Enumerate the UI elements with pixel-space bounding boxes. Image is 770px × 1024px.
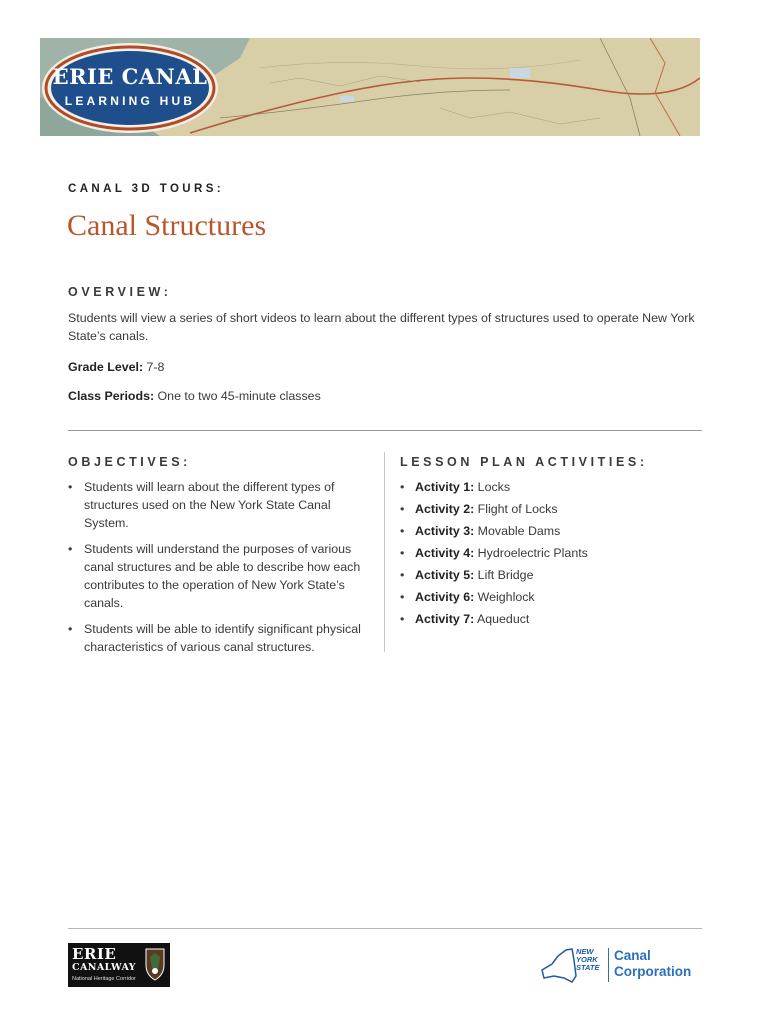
overview-text: Students will view a series of short videos to learn about the different types of structures used to operate New York State’s canals. xyxy=(68,311,695,343)
activity-label: Activity 5: xyxy=(415,568,475,582)
canal-wordmark-line2: Corporation xyxy=(614,964,692,979)
nys-wordmark-line2: YORK xyxy=(576,955,598,964)
logo-separator xyxy=(608,948,609,982)
class-periods-label: Class Periods: xyxy=(68,389,155,403)
erie-canalway-logo-line3: National Heritage Corridor xyxy=(72,976,136,982)
activities-heading: LESSON PLAN ACTIVITIES: xyxy=(400,455,648,469)
nys-wordmark-line1: NEW xyxy=(576,947,594,956)
badge-title: ERIE CANAL xyxy=(52,64,208,89)
list-item xyxy=(400,608,700,630)
nys-wordmark xyxy=(576,948,599,972)
erie-canal-learning-hub-logo xyxy=(40,38,220,136)
list-item: • Students will understand the purposes of various canal structures and be able to describe how each contributes to the operation of New York State’s canals. xyxy=(68,540,374,612)
activity-name: Aqueduct xyxy=(476,612,530,626)
grade-level-label: Grade Level: xyxy=(68,360,144,374)
nys-map-icon xyxy=(538,946,580,986)
activity-name: Weighlock xyxy=(477,590,535,604)
arrowhead-shield-icon xyxy=(144,947,166,981)
activity-label: Activity 7: xyxy=(415,612,475,626)
list-item xyxy=(400,586,700,608)
nys-wordmark-line3: STATE xyxy=(576,963,600,972)
class-periods xyxy=(68,389,321,403)
erie-canalway-logo xyxy=(68,943,170,987)
activity-name: Flight of Locks xyxy=(477,502,558,516)
activity-label: Activity 4: xyxy=(415,546,475,560)
erie-canalway-logo-line1: ERIE xyxy=(72,945,117,963)
eyebrow-label: CANAL 3D TOURS: xyxy=(68,183,224,195)
activity-label: Activity 2: xyxy=(415,502,475,516)
erie-canalway-logo-line2: CANALWAY xyxy=(72,962,136,973)
badge-subtitle: LEARNING HUB xyxy=(64,94,196,108)
activity-name: Movable Dams xyxy=(477,524,561,538)
list-item: • Students will learn about the different types of structures used on the New York State Canal System. xyxy=(68,478,374,532)
section-divider xyxy=(68,430,702,431)
list-item xyxy=(400,564,700,586)
objectives-list xyxy=(68,478,374,664)
list-item xyxy=(400,542,700,564)
column-divider xyxy=(384,452,385,652)
list-item xyxy=(400,476,700,498)
activity-name: Lift Bridge xyxy=(477,568,534,582)
activity-label: Activity 6: xyxy=(415,590,475,604)
list-item xyxy=(400,520,700,542)
objectives-heading: OBJECTIVES: xyxy=(68,455,191,469)
grade-level xyxy=(68,360,164,374)
activity-name: Hydroelectric Plants xyxy=(477,546,588,560)
canal-wordmark-line1: Canal xyxy=(614,948,651,963)
activity-label: Activity 3: xyxy=(415,524,475,538)
activity-name: Locks xyxy=(477,480,511,494)
overview-heading: OVERVIEW: xyxy=(68,285,172,299)
class-periods-value: One to two 45-minute classes xyxy=(157,389,321,403)
nys-canal-corporation-logo xyxy=(538,944,698,988)
grade-level-value: 7-8 xyxy=(146,360,165,374)
page-title: Canal Structures xyxy=(67,209,267,242)
footer-rule xyxy=(68,928,702,929)
activities-list xyxy=(400,476,700,630)
canal-corporation-wordmark xyxy=(614,948,691,980)
list-item: • Students will be able to identify significant physical characteristics of various canal structures. xyxy=(68,620,374,656)
list-item xyxy=(400,498,700,520)
activity-label: Activity 1: xyxy=(415,480,475,494)
